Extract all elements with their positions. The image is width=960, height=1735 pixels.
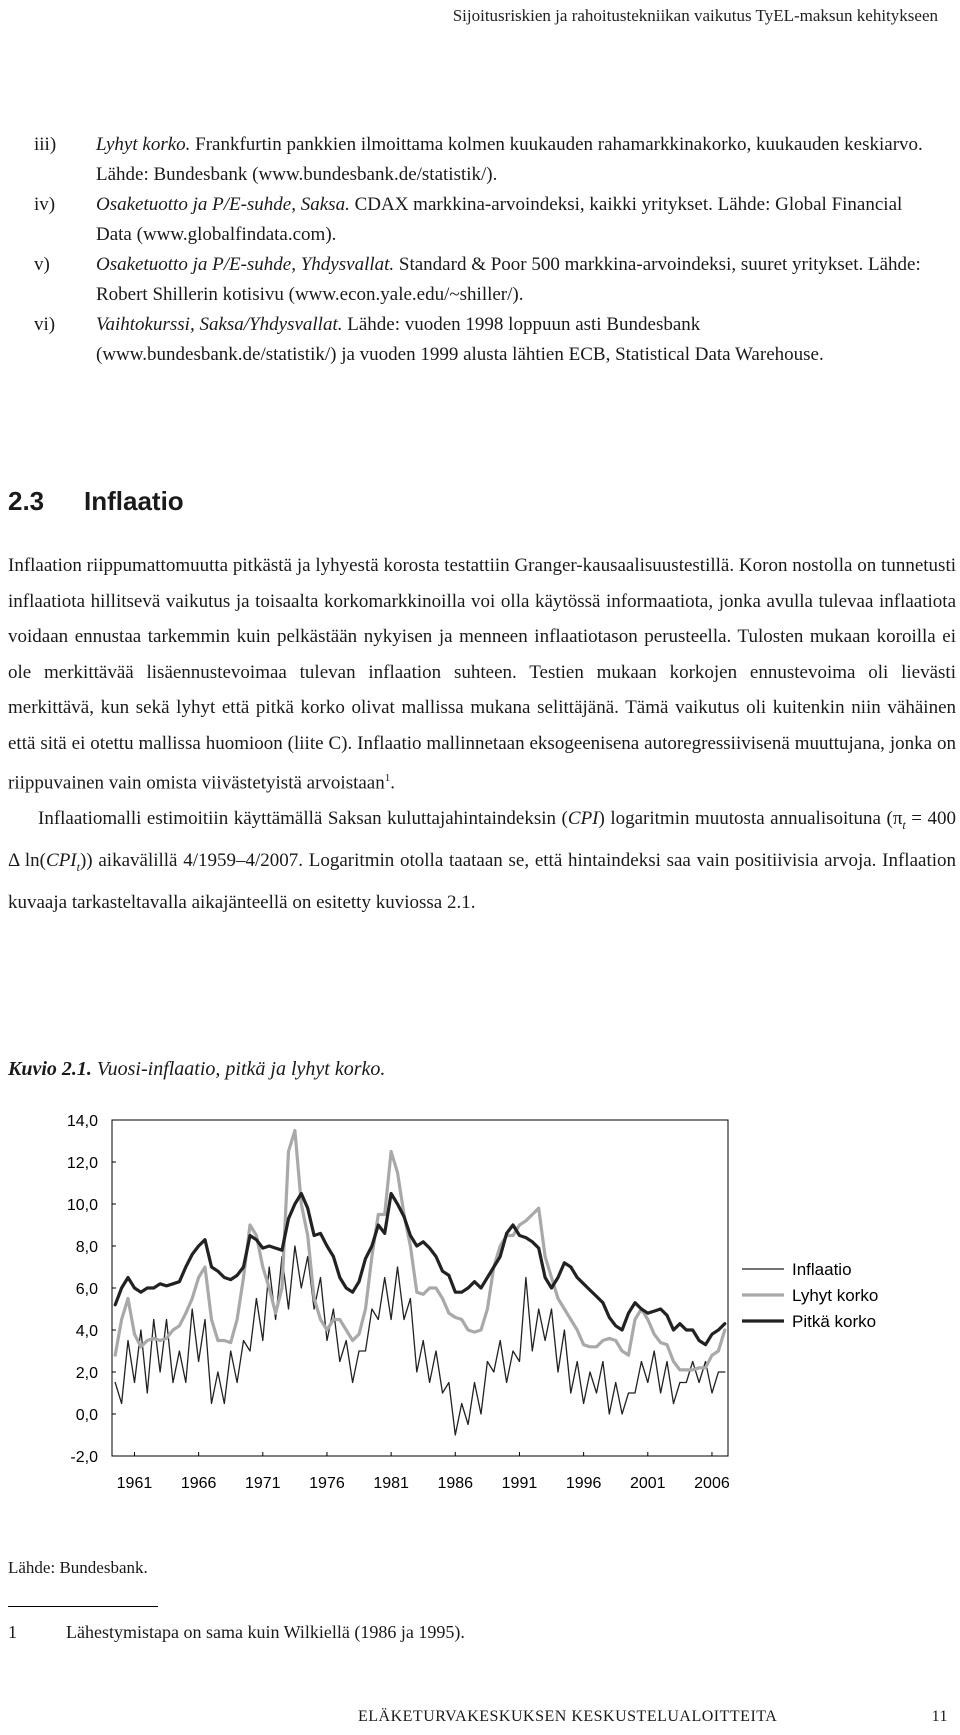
section-title: Inflaatio [84, 486, 184, 516]
list-text: Lähde: vuoden 1998 loppuun asti Bundesbank (www.bundesbank.de/statistik/) ja vuoden 1999 alusta lähtien ECB, Statistical Data Warehouse. [96, 314, 824, 365]
x-tick-label: 1966 [180, 1475, 217, 1492]
formula-sub: t [902, 817, 906, 832]
body-text [8, 548, 956, 921]
figure-title: Vuosi-inflaatio, pitkä ja lyhyt korko. [91, 1058, 386, 1080]
list-item [34, 310, 934, 370]
list-label: Osaketuotto ja P/E-suhde, Saksa. [96, 194, 350, 215]
chart-source: Lähde: Bundesbank. [8, 1558, 148, 1577]
section-heading [8, 486, 184, 517]
formula-sub: t [76, 859, 80, 874]
paragraph-text: aikavälillä 4/1959–4/2007. Logaritmin otolla taataan se, että hintaindeksi saa vain positiivisia arvoja. Inflaation kuvaaja tarkasteltavalla aikajänteellä on esitetty kuviossa 2.1. [8, 850, 956, 914]
list-number: iii) [34, 134, 57, 155]
figure-caption [8, 1058, 385, 1081]
y-tick-label: 6,0 [75, 1281, 98, 1298]
footnote [8, 1622, 465, 1643]
x-tick-label: 1986 [437, 1475, 474, 1492]
list-number: vi) [34, 314, 56, 335]
footnote-text: Lähestymistapa on sama kuin Wilkiellä (1986 ja 1995). [66, 1622, 465, 1642]
inflation-chart [0, 1098, 960, 1553]
footer-title: ELÄKETURVAKESKUKSEN KESKUSTELUALOITTEITA [358, 1708, 778, 1725]
page-footer [358, 1708, 948, 1726]
x-tick-label: 2006 [694, 1475, 730, 1492]
y-tick-label: 14,0 [66, 1113, 98, 1130]
legend-label: Pitkä korko [792, 1312, 877, 1331]
formula-mid: = 400 Δ ln( [8, 807, 957, 872]
list-label: Lyhyt korko. [96, 134, 191, 155]
x-tick-label: 1996 [565, 1475, 602, 1492]
x-tick-label: 1981 [373, 1475, 409, 1492]
legend-label: Inflaatio [792, 1260, 852, 1279]
paragraph-text: Inflaatiomalli estimoitiin käyttämällä Saksan kuluttajahintaindeksin ( [38, 807, 568, 829]
running-header: Sijoitusriskien ja rahoitustekniikan vaikutus TyEL-maksun kehitykseen [452, 6, 938, 25]
plot-frame [112, 1120, 728, 1456]
page-number: 11 [931, 1708, 948, 1725]
y-tick-label: 8,0 [75, 1239, 98, 1256]
paragraph [8, 548, 956, 801]
list-label: Osaketuotto ja P/E-suhde, Yhdysvallat. [96, 254, 395, 275]
list-number: v) [34, 254, 50, 275]
list-item [34, 250, 934, 310]
y-tick-label: 4,0 [75, 1323, 98, 1340]
list-text: CDAX markkina-arvoindeksi, kaikki yritykset. Lähde: Global Financial Data (www.globalfindata.com). [96, 194, 903, 245]
formula-cpi: CPI [46, 850, 77, 872]
figure-label: Kuvio 2.1. [8, 1058, 92, 1080]
formula-end: )) [79, 850, 93, 872]
x-tick-label: 2001 [629, 1475, 666, 1492]
section-number: 2.3 [8, 486, 45, 516]
footnote-number: 1 [8, 1622, 17, 1642]
list-label: Vaihtokurssi, Saksa/Yhdysvallat. [96, 314, 343, 335]
x-tick-label: 1961 [116, 1475, 153, 1492]
list-text: Standard & Poor 500 markkina-arvoindeksi, suuret yritykset. Lähde: Robert Shillerin kotisivu (www.econ.yale.edu/~shiller/). [96, 254, 921, 305]
list-item [34, 190, 934, 250]
footnote-rule [8, 1606, 158, 1607]
x-tick-label: 1971 [244, 1475, 281, 1492]
x-tick-label: 1991 [501, 1475, 538, 1492]
source-list [34, 130, 934, 370]
list-number: iv) [34, 194, 56, 215]
paragraph-text: Inflaation riippumattomuutta pitkästä ja lyhyestä korosta testattiin Granger-kausaalisuustestillä. Koron nostolla on tunnetusti inflaatiota hillitsevä vaikutus ja toisaalta korkomarkkinoilla voi olla käytössä informaatiota, jonka avulla tulevaa inflaatiota voidaan ennustaa tarkemmin kuin pelkästään nykyisen ja menneen inflaatiotason perusteella. Tulosten mukaan koroilla ei ole merkittävää lisäennustevoimaa tulevan inflaation suhteen. Testien mukaan korkojen ennustevoima oli lievästi merkittävä, kun sekä lyhyt että pitkä korko olivat mallissa mukana selittäjänä. Tämä vaikutus oli kuitenkin niin vähäinen että sitä ei otettu mallissa huomioon (liite C). Inflaatio mallinnetaan eksogeenisena autoregressiivisenä muuttujana, jonka on riippuvainen vain omista viivästetyistä arvoistaan [8, 555, 956, 794]
paragraph-end: . [390, 772, 395, 794]
footnote-ref: 1 [384, 772, 391, 784]
y-tick-label: 0,0 [75, 1407, 98, 1424]
y-tick-label: 10,0 [66, 1197, 98, 1214]
y-tick-label: -2,0 [70, 1449, 98, 1466]
list-text: Frankfurtin pankkien ilmoittama kolmen kuukauden rahamarkkinakorko, kuukauden keskiarvo. Lähde: Bundesbank (www.bundesbank.de/statistik/). [96, 134, 923, 185]
cpi-term: CPI [567, 807, 599, 829]
paragraph [8, 801, 956, 921]
legend-label: Lyhyt korko [792, 1286, 879, 1305]
list-item [34, 130, 934, 190]
y-tick-label: 2,0 [75, 1365, 98, 1382]
formula-pi: π [892, 807, 903, 829]
x-tick-label: 1976 [309, 1475, 345, 1492]
y-tick-label: 12,0 [66, 1155, 98, 1172]
paragraph-text: ) logaritmin muutosta annualisoituna ( [598, 807, 893, 829]
